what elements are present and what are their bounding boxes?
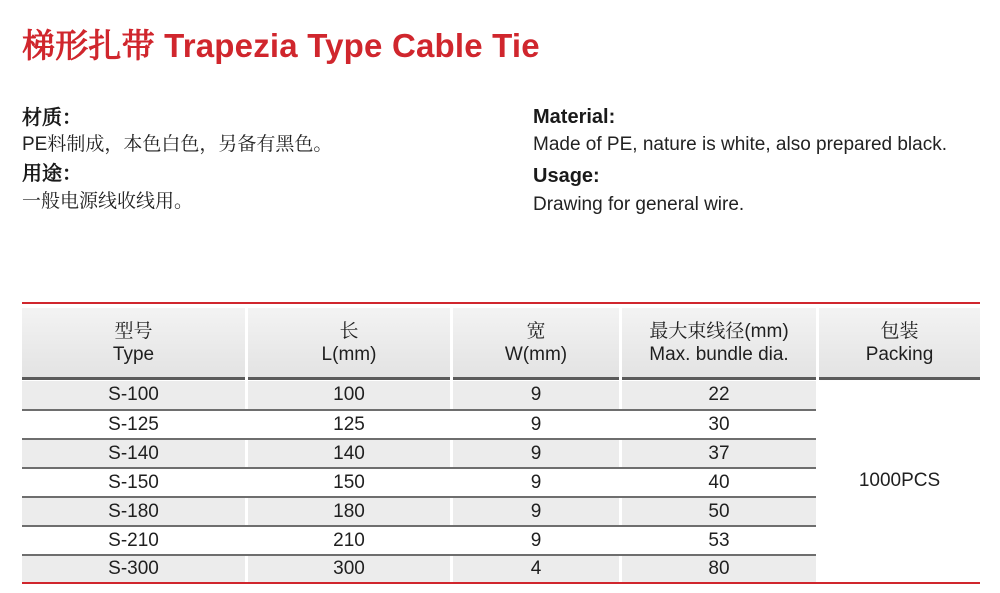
cell-bundle: 30 xyxy=(708,414,730,435)
cell-type: S-210 xyxy=(108,530,159,551)
header-bundle xyxy=(622,308,816,377)
header-packing-cn: 包装 xyxy=(880,320,919,342)
cell-width: 4 xyxy=(453,556,619,582)
cell-width: 9 xyxy=(530,414,542,435)
cell-bundle: 80 xyxy=(622,556,816,582)
header-packing xyxy=(819,308,980,377)
cell-bundle: 53 xyxy=(708,530,730,551)
header-width-en: W(mm) xyxy=(504,343,568,365)
header-type-en: Type xyxy=(112,343,155,365)
table-top-rule xyxy=(22,302,980,304)
header-width-cn: 宽 xyxy=(526,320,546,342)
cell-width: 9 xyxy=(453,440,619,468)
header-bundle-en: Max. bundle dia. xyxy=(649,343,789,365)
cell-length: 140 xyxy=(248,440,450,468)
cn-usage-label: 用途： xyxy=(22,163,82,185)
table-row xyxy=(22,411,816,439)
header-type xyxy=(22,308,245,377)
cell-width: 9 xyxy=(453,498,619,526)
cell-type: S-300 xyxy=(22,556,245,582)
cn-info xyxy=(22,108,332,211)
cell-type: S-150 xyxy=(108,472,159,493)
table-bottom-rule xyxy=(22,582,980,584)
header-packing-en: Packing xyxy=(865,343,934,365)
table-row xyxy=(22,556,816,582)
cn-material-text: PE料制成，本色白色，另备有黑色。 xyxy=(22,134,333,155)
cell-length: 100 xyxy=(248,381,450,409)
en-material-label: Material: xyxy=(533,106,616,128)
cell-type: S-180 xyxy=(22,498,245,526)
header-type-cn: 型号 xyxy=(114,320,153,342)
cell-bundle: 50 xyxy=(622,498,816,526)
cell-length: 210 xyxy=(333,530,365,551)
header-divider xyxy=(453,377,619,380)
cell-length: 150 xyxy=(333,472,365,493)
cell-width: 9 xyxy=(530,472,542,493)
table-row xyxy=(22,527,816,555)
en-material-text: Made of PE, nature is white, also prepared black. xyxy=(533,134,948,155)
en-usage-label: Usage: xyxy=(533,165,600,187)
en-usage-text: Drawing for general wire. xyxy=(533,194,745,215)
cn-material-label: 材质： xyxy=(22,107,82,129)
cell-width: 9 xyxy=(453,381,619,409)
cell-length: 125 xyxy=(333,414,365,435)
table-row xyxy=(22,381,816,409)
packing-cell: 1000PCS xyxy=(819,380,980,582)
cell-width: 9 xyxy=(530,530,542,551)
header-divider xyxy=(622,377,816,380)
header-length-en: L(mm) xyxy=(321,343,377,365)
header-length xyxy=(248,308,450,377)
header-divider xyxy=(22,377,245,380)
cell-bundle: 37 xyxy=(622,440,816,468)
header-bundle-cn: 最大束线径(mm) xyxy=(649,320,789,342)
header-divider xyxy=(248,377,450,380)
cell-bundle: 22 xyxy=(622,381,816,409)
table-row xyxy=(22,498,816,526)
cell-type: S-100 xyxy=(22,381,245,409)
cn-usage-text: 一般电源线收线用。 xyxy=(22,191,194,212)
cell-bundle: 40 xyxy=(708,472,730,493)
cell-length: 300 xyxy=(248,556,450,582)
table-row xyxy=(22,440,816,468)
header-width xyxy=(453,308,619,377)
cell-length: 180 xyxy=(248,498,450,526)
cell-type: S-140 xyxy=(22,440,245,468)
en-info xyxy=(533,107,947,214)
page-title: 梯形扎带 Trapezia Type Cable Tie xyxy=(22,27,540,64)
table-row xyxy=(22,469,816,497)
header-length-cn: 长 xyxy=(339,320,359,342)
cell-type: S-125 xyxy=(108,414,159,435)
